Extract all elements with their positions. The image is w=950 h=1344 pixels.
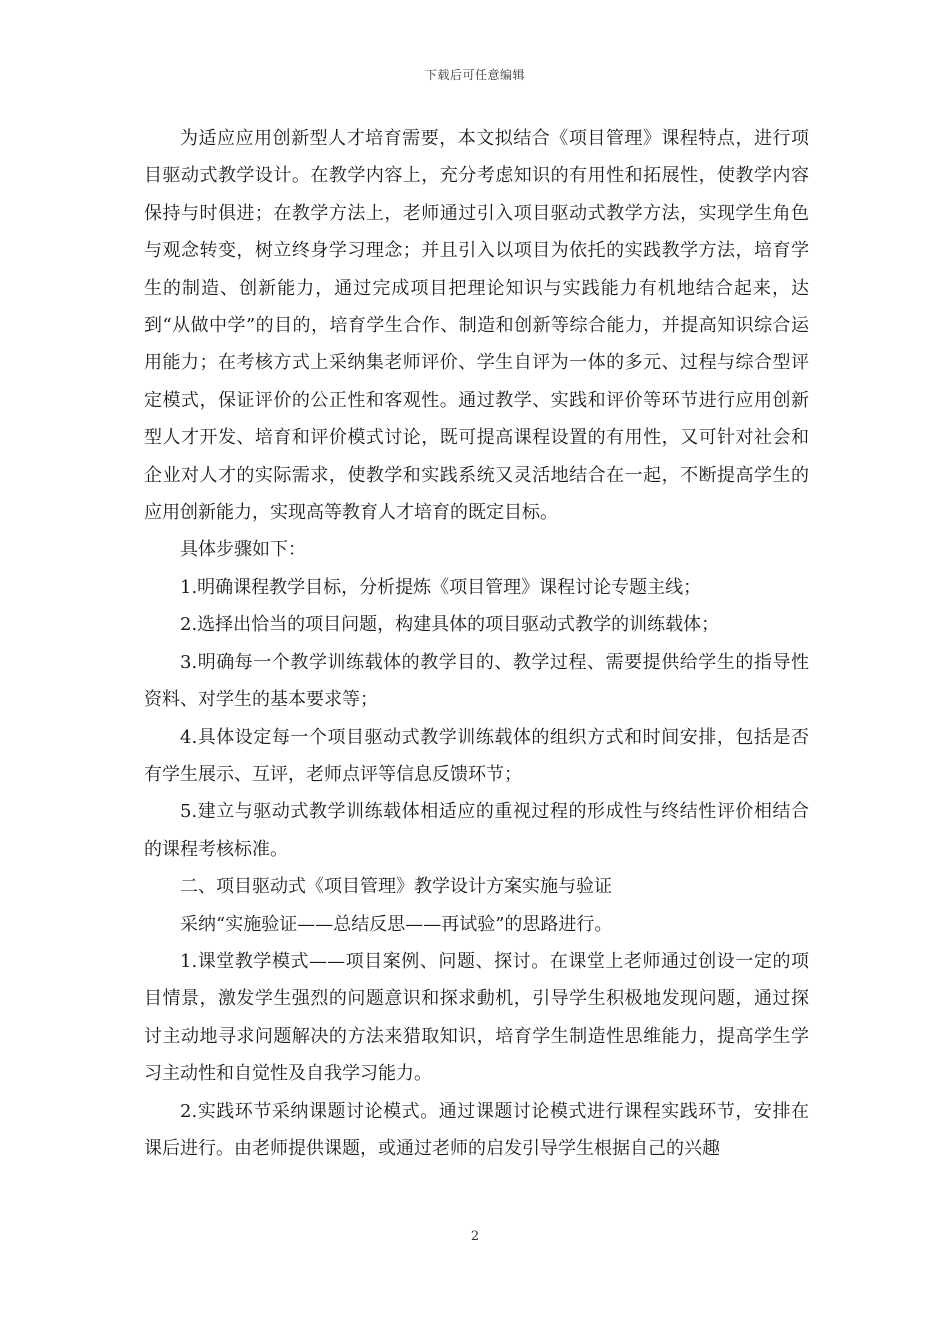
paragraph-intro: 为适应应用创新型人才培育需要，本文拟结合《项目管理》课程特点，进行项目驱动式教学设计。在教学内容上，充分考虑知识的有用性和拓展性，使教学内容保持与时俱进；在教学方法上，老师通过引入项目驱动式教学方法，实现学生角色与观念转变，树立终身学习理念；并且引入以项目为依托的实践教学方法，培育学生的制造、创新能力，通过完成项目把理论知识与实践能力有机地结合起来，达到“从做中学”的目的，培育学生合作、制造和创新等综合能力，并提高知识综合运用能力；在考核方式上采纳集老师评价、学生自评为一体的多元、过程与综合型评定模式，保证评价的公正性和客观性。通过教学、实践和评价等环节进行应用创新型人才开发、培育和评价模式讨论，既可提高课程设置的有用性，又可针对社会和企业对人才的实际需求，使教学和实践系统又灵活地结合在一起，不断提高学生的应用创新能力，实现高等教育人才培育的既定目标。 xyxy=(144,128,809,524)
section-heading-2: 二、项目驱动式《项目管理》教学设计方案实施与验证 xyxy=(180,876,612,898)
page-header: 下载后可任意编辑 xyxy=(424,68,525,82)
body-text xyxy=(144,120,809,1167)
paragraph-step-1: 1.明确课程教学目标，分析提炼《项目管理》课程讨论专题主线； xyxy=(180,576,702,598)
paragraph-steps-heading: 具体步骤如下： xyxy=(180,539,306,561)
paragraph-practice-mode: 2.实践环节采纳课题讨论模式。通过课题讨论模式进行课程实践环节，安排在课后进行。由老师提供课题，或通过老师的启发引导学生根据自己的兴趣 xyxy=(144,1100,809,1159)
paragraph-approach: 采纳“实施验证——总结反思——再试验”的思路进行。 xyxy=(180,913,613,935)
paragraph-step-2: 2.选择出恰当的项目问题，构建具体的项目驱动式教学的训练载体； xyxy=(180,614,720,636)
paragraph-step-3: 3.明确每一个教学训练载体的教学目的、教学过程、需要提供给学生的指导性资料、对学生的基本要求等； xyxy=(144,651,809,711)
paragraph-step-5: 5.建立与驱动式教学训练载体相适应的重视过程的形成性与终结性评价相结合的课程考核标准。 xyxy=(144,801,809,860)
page-number: 2 xyxy=(470,1229,480,1244)
paragraph-classroom-mode: 1.课堂教学模式——项目案例、问题、探讨。在课堂上老师通过创设一定的项目情景，激发学生强烈的问题意识和探求動机，引导学生积极地发现问题，通过探讨主动地寻求问题解决的方法来猎取知识，培育学生制造性思维能力，提高学生学习主动性和自觉性及自我学习能力。 xyxy=(144,950,809,1085)
paragraph-step-4: 4.具体设定每一个项目驱动式教学训练载体的组织方式和时间安排，包括是否有学生展示、互评，老师点评等信息反馈环节； xyxy=(144,726,809,785)
